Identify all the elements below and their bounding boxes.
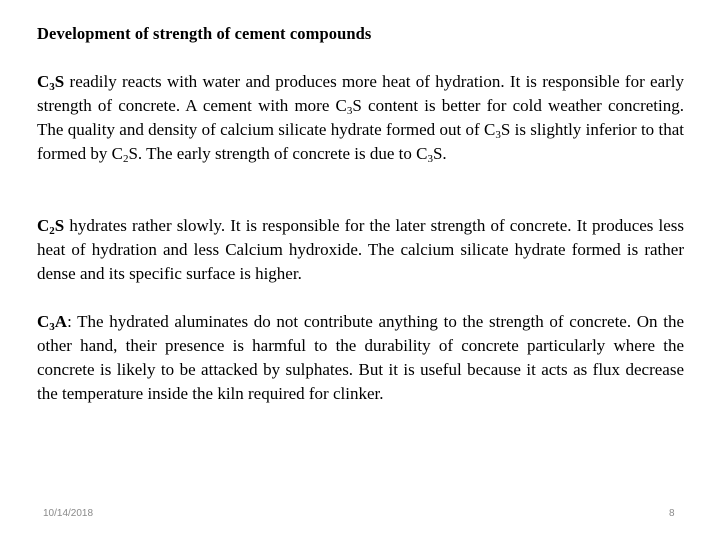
text-run: S. The early strength of concrete is due to C <box>128 144 428 163</box>
subscript-text: 2 <box>49 225 55 237</box>
subscript-text: 2 <box>122 153 129 165</box>
paragraph-c3s <box>37 70 684 166</box>
subscript-text: 3 <box>346 105 353 117</box>
text-run: C <box>37 72 50 91</box>
text-run: C <box>37 312 50 331</box>
slide-date: 10/14/2018 <box>43 508 94 519</box>
text-run: S. <box>432 144 447 163</box>
text-run: readily reacts with water and produces more heat of hydration. It is responsible for early strength of concrete. A cement with more C <box>37 72 684 115</box>
text-run: : The hydrated aluminates do not contribute anything to the strength of concrete. On the other hand, their presence is harmful to the durability of concrete particularly where the concrete is likely to be attacked by sulphates. But it is useful because it acts as flux decrease the temperature inside the kiln required for clinker. <box>37 312 684 403</box>
subscript-text: 3 <box>427 153 433 165</box>
subscript-text: 3 <box>495 129 501 141</box>
text-run: S <box>54 216 65 235</box>
paragraph-c2s <box>37 214 684 286</box>
paragraph-c3a <box>37 310 684 406</box>
text-run: S content is better for cold weather concreting. The quality and density of calcium silicate hydrate formed out of C <box>37 96 684 139</box>
subscript-text: 3 <box>49 321 55 333</box>
text-run: hydrates rather slowly. It is responsible for the later strength of concrete. It produces less heat of hydration and less Calcium hydroxide. The calcium silicate hydrate formed is rather dense and its specific surface is higher. <box>37 216 684 283</box>
subscript-text: 3 <box>49 81 55 93</box>
text-run: S <box>54 72 65 91</box>
text-run: S is slightly inferior to that formed by C <box>37 120 684 163</box>
text-run: A <box>54 312 68 331</box>
text-run: C <box>37 216 50 235</box>
slide-title: Development of strength of cement compounds <box>37 24 372 43</box>
slide-page-number: 8 <box>669 508 675 519</box>
